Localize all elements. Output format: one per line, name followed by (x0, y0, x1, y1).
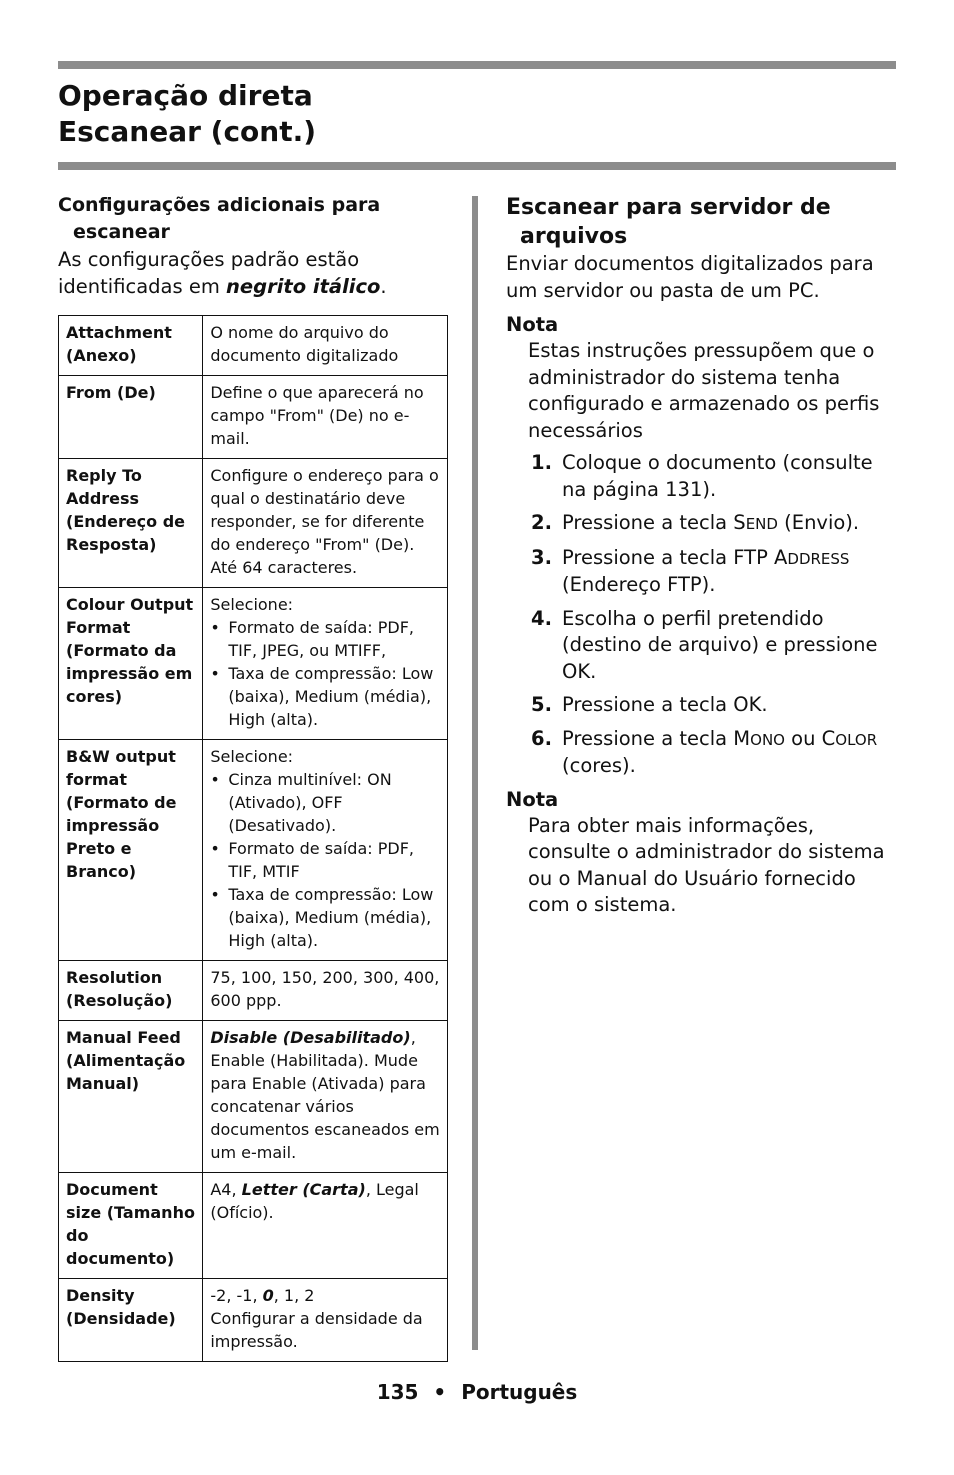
list-item (506, 510, 901, 538)
value-lead: Selecione: (210, 595, 294, 614)
subheading-line-1: Configurações adicionais para (58, 194, 381, 216)
list-item: • Taxa de compressão: Low (baixa), Medium (média), High (alta). (210, 883, 443, 952)
table-row (59, 588, 448, 740)
heading-line-1: Escanear para servidor de (506, 195, 831, 220)
step-text (552, 510, 901, 538)
key-name-small-caps: ONO (750, 730, 785, 749)
table-row (59, 740, 448, 961)
key-name-small-caps: END (745, 515, 778, 533)
step-text (552, 450, 901, 503)
list-item (506, 545, 901, 599)
list-item: • Taxa de compressão: Low (baixa), Medium (média), High (alta). (210, 662, 443, 731)
value-rest: , 1, 2 (273, 1286, 315, 1305)
list-item: • Formato de saída: PDF, TIF, MTIF (210, 837, 443, 883)
list-item (506, 692, 901, 719)
step-text-part: Pressione a tecla S (562, 511, 746, 534)
list-item (506, 450, 901, 503)
value-line-2: Configurar a densidade da impressão. (210, 1309, 423, 1351)
step-text (552, 606, 901, 686)
setting-name: Attachment (Anexo) (59, 316, 203, 376)
setting-value (203, 1173, 448, 1279)
list-item: • Cinza multinível: ON (Ativado), OFF (Desativado). (210, 768, 443, 837)
default-value: Disable (Desabilitado) (210, 1028, 411, 1047)
page-number: 135 (376, 1380, 419, 1404)
table-row (59, 316, 448, 376)
setting-name: From (De) (59, 376, 203, 459)
step-number: 6. (531, 726, 552, 750)
left-column (58, 192, 448, 300)
table-row (59, 961, 448, 1021)
step-text-part: Pressione a tecla OK. (562, 693, 768, 716)
step-text (552, 692, 901, 719)
step-text-part: (Envio). (777, 511, 860, 534)
step-text (552, 545, 901, 599)
step-text-part: (Endereço FTP). (562, 573, 716, 596)
setting-value (203, 1279, 448, 1362)
setting-value (203, 588, 448, 740)
defaults-intro (58, 246, 448, 300)
intro-text: As configurações padrão estão identificadas em (58, 248, 360, 298)
table-row (59, 376, 448, 459)
setting-value: O nome do arquivo do documento digitalizado (203, 316, 448, 376)
section-intro: Enviar documentos digitalizados para um servidor ou pasta de um PC. (506, 252, 874, 302)
step-number: 1. (531, 451, 552, 474)
setting-value: Define o que aparecerá no campo "From" (De) no e-mail. (203, 376, 448, 459)
title-underline-rule (58, 162, 896, 170)
step-text-part: Pressione a tecla FTP A (562, 545, 788, 569)
default-value: Letter (Carta) (241, 1180, 366, 1199)
setting-value (203, 1021, 448, 1173)
value-rest: , Legal (Ofício). (210, 1180, 419, 1222)
value-list (210, 616, 443, 731)
list-item (506, 606, 901, 686)
list-item (506, 726, 901, 780)
step-text-part: Pressione a tecla M (562, 726, 751, 750)
setting-name: Colour Output Format (Formato da impressão em cores) (59, 588, 203, 740)
table-row (59, 1173, 448, 1279)
setting-value (203, 740, 448, 961)
value-pre: A4, (210, 1180, 242, 1199)
list-item: • Formato de saída: PDF, TIF, JPEG, ou MTIFF, (210, 616, 443, 662)
key-name-small-caps: OLOR (835, 730, 878, 749)
value-lead: Selecione: (210, 747, 294, 766)
heading-line-2: arquivos (520, 224, 628, 249)
default-value: 0 (262, 1286, 274, 1305)
subheading-line-2: escanear (73, 221, 170, 243)
steps-list (506, 450, 901, 780)
step-number: 3. (531, 545, 552, 569)
table-row (59, 1021, 448, 1173)
right-column (506, 193, 901, 919)
setting-name: Reply To Address (Endereço de Resposta) (59, 459, 203, 588)
step-text (552, 726, 901, 780)
intro-emphasis: negrito itálico (226, 275, 381, 298)
section-heading (506, 193, 901, 251)
setting-value: Configure o endereço para o qual o destinatário deve responder, se for diferente do endereço "From" (De). Até 64 caracteres. (203, 459, 448, 588)
setting-value: 75, 100, 150, 200, 300, 400, 600 ppp. (203, 961, 448, 1021)
title-line-1: Operação direta (58, 79, 313, 112)
step-text-part: Escolha o perfil pretendido (destino de arquivo) e pressione OK. (562, 606, 878, 683)
key-name-small-caps: DDRESS (787, 549, 850, 568)
setting-name: Resolution (Resolução) (59, 961, 203, 1021)
column-divider (472, 196, 478, 1350)
setting-name: Density (Densidade) (59, 1279, 203, 1362)
table-row (59, 1279, 448, 1362)
top-rule (58, 61, 896, 69)
setting-name: Document size (Tamanho do documento) (59, 1173, 203, 1279)
section-subheading (58, 192, 448, 246)
value-rest: , Enable (Habilitada). Mude para Enable (Ativada) para concatenar vários documentos escaneados em um e-mail. (210, 1028, 440, 1162)
page-title (58, 78, 316, 150)
value-list (210, 768, 443, 952)
title-line-2: Escanear (cont.) (58, 115, 317, 148)
step-number: 4. (531, 606, 552, 630)
step-number: 2. (531, 511, 552, 534)
setting-name: Manual Feed (Alimentação Manual) (59, 1021, 203, 1173)
step-text-part: (cores). (562, 754, 636, 777)
footer-separator: • (433, 1380, 447, 1404)
table-row (59, 459, 448, 588)
setting-name: B&W output format (Formato de impressão Preto e Branco) (59, 740, 203, 961)
step-number: 5. (531, 693, 552, 716)
page-footer (0, 1380, 954, 1404)
step-text-part: ou C (784, 726, 836, 750)
note-text: Para obter mais informações, consulte o administrador do sistema ou o Manual do Usuário fornecido com o sistema. (528, 813, 885, 916)
settings-table (58, 315, 448, 1362)
note-text: Estas instruções pressupõem que o administrador do sistema tenha configurado e armazenado os perfis necessários (528, 339, 880, 442)
footer-language: Português (461, 1380, 578, 1404)
intro-end: . (380, 275, 387, 298)
note-label: Nota (506, 787, 559, 811)
value-pre: -2, -1, (210, 1286, 263, 1305)
step-text-part: Coloque o documento (consulte na página 131). (562, 451, 873, 501)
note-label: Nota (506, 313, 559, 336)
